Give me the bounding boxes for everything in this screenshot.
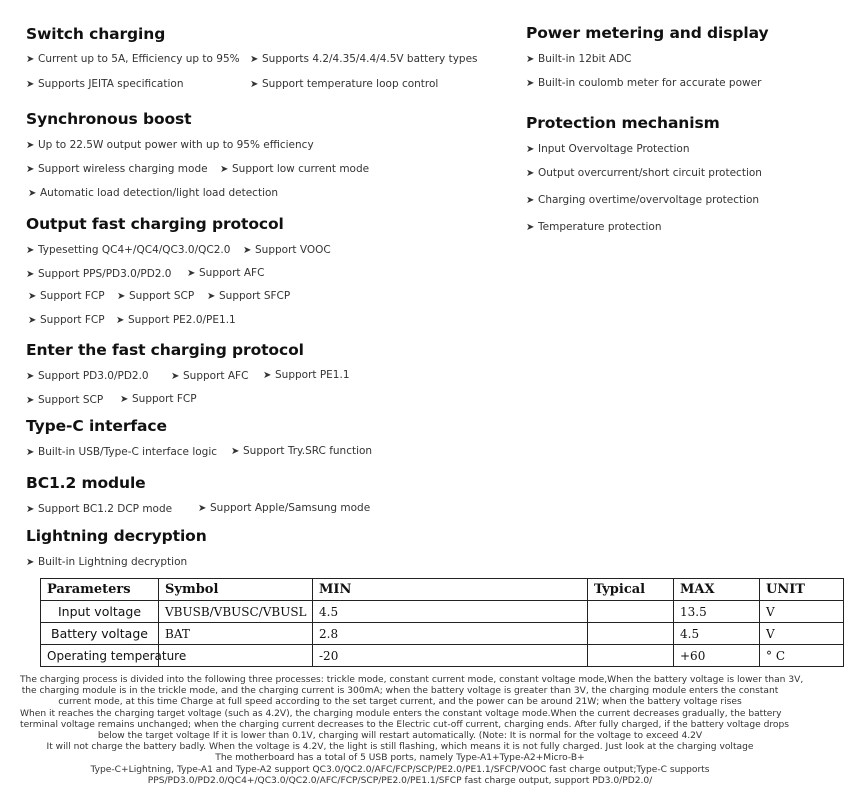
feature-item (26, 163, 208, 175)
feature-item (26, 53, 240, 65)
feature-item (250, 53, 478, 65)
table-cell: Battery voltage (41, 623, 159, 645)
feature-item-text: Support SCP (38, 394, 104, 406)
feature-item (26, 78, 183, 90)
section-title-protection-mechanism: Protection mechanism (526, 114, 720, 132)
feature-item (526, 221, 662, 233)
feature-item-text: Input Overvoltage Protection (538, 143, 690, 155)
table-cell: V (760, 623, 844, 645)
description-line: Type-C+Lightning, Type-A1 and Type-A2 support QC3.0/QC2.0/AFC/FCP/SCP/PE2.0/PE1.1/SFCP/VOOC fast charge output;Type-C supports (90, 764, 710, 775)
arrow-bullet-icon: ➤ (198, 503, 207, 514)
table-header-cell: Typical (588, 579, 674, 601)
description-line: When it reaches the charging target voltage (such as 4.2V), the charging module enters the constant voltage mode.When the current decreases gradually, the battery (20, 708, 782, 719)
arrow-bullet-icon: ➤ (243, 245, 252, 256)
parameters-table (40, 578, 844, 667)
arrow-bullet-icon: ➤ (120, 394, 129, 405)
arrow-bullet-icon: ➤ (26, 447, 35, 458)
feature-item-text: Support SCP (129, 290, 195, 302)
feature-item (26, 503, 172, 515)
feature-item (26, 139, 314, 151)
arrow-bullet-icon: ➤ (526, 168, 535, 179)
feature-item-text: Support FCP (132, 393, 197, 405)
arrow-bullet-icon: ➤ (26, 269, 35, 280)
arrow-bullet-icon: ➤ (26, 504, 35, 515)
arrow-bullet-icon: ➤ (116, 315, 125, 326)
description-line: the charging module is in the trickle mode, and the charging current is 300mA; when the battery voltage is greater than 3V, the charging module enters the constant (21, 686, 779, 697)
description-line: The motherboard has a total of 5 USB ports, namely Type-A1+Type-A2+Micro-B+ (215, 753, 585, 764)
feature-item (171, 370, 248, 382)
feature-item (26, 394, 103, 406)
feature-item (26, 370, 149, 382)
table-cell: VBUSB/VBUSC/VBUSL (159, 601, 313, 623)
table-cell: ° C (760, 645, 844, 667)
table-header-cell: MAX (674, 579, 760, 601)
feature-item-text: Built-in 12bit ADC (538, 53, 632, 65)
feature-item-text: Support PPS/PD3.0/PD2.0 (38, 268, 172, 280)
feature-item-text: Automatic load detection/light load detection (40, 187, 279, 199)
arrow-bullet-icon: ➤ (28, 188, 37, 199)
section-title-enter-fast-charging: Enter the fast charging protocol (26, 341, 304, 359)
section-title-type-c-interface: Type-C interface (26, 417, 167, 435)
table-header-cell: Parameters (41, 579, 159, 601)
feature-item-text: Support low current mode (232, 163, 370, 175)
table-cell: V (760, 601, 844, 623)
table-cell: 2.8 (313, 623, 588, 645)
table-row (41, 645, 844, 667)
section-title-power-metering: Power metering and display (526, 24, 769, 42)
feature-item (26, 446, 217, 458)
table-header-cell: Symbol (159, 579, 313, 601)
arrow-bullet-icon: ➤ (26, 245, 35, 256)
feature-item (220, 163, 369, 175)
table-cell (588, 601, 674, 623)
arrow-bullet-icon: ➤ (526, 195, 535, 206)
arrow-bullet-icon: ➤ (220, 164, 229, 175)
feature-item-text: Support SFCP (219, 290, 291, 302)
arrow-bullet-icon: ➤ (171, 371, 180, 382)
table-row (41, 623, 844, 645)
feature-item (116, 314, 236, 326)
arrow-bullet-icon: ➤ (26, 371, 35, 382)
feature-item-text: Support AFC (199, 267, 265, 279)
feature-item-text: Output overcurrent/short circuit protection (538, 167, 762, 179)
feature-item-text: Support BC1.2 DCP mode (38, 503, 173, 515)
arrow-bullet-icon: ➤ (526, 222, 535, 233)
feature-item (187, 267, 264, 279)
arrow-bullet-icon: ➤ (26, 395, 35, 406)
table-cell: 4.5 (313, 601, 588, 623)
feature-item (26, 268, 171, 280)
arrow-bullet-icon: ➤ (526, 54, 535, 65)
arrow-bullet-icon: ➤ (526, 78, 535, 89)
feature-item (28, 314, 105, 326)
table-header-row (41, 579, 844, 601)
description-line: PPS/PD3.0/PD2.0/QC4+/QC3.0/QC2.0/AFC/FCP/SCP/PE2.0/PE1.1/SFCP fast charge output, support PD3.0/PD2.0/ (147, 775, 653, 786)
arrow-bullet-icon: ➤ (187, 268, 196, 279)
table-cell (588, 645, 674, 667)
feature-item (526, 167, 762, 179)
table-header-cell: UNIT (760, 579, 844, 601)
arrow-bullet-icon: ➤ (117, 291, 126, 302)
arrow-bullet-icon: ➤ (28, 291, 37, 302)
arrow-bullet-icon: ➤ (207, 291, 216, 302)
table-row (41, 601, 844, 623)
arrow-bullet-icon: ➤ (250, 79, 259, 90)
feature-item (526, 194, 759, 206)
arrow-bullet-icon: ➤ (526, 144, 535, 155)
feature-item (526, 53, 632, 65)
description-line: below the target voltage If it is lower than 0.1V, charging will restart automatically. (Note: It is normal for the voltage to exceed 4.2V (97, 731, 703, 742)
section-title-switch-charging: Switch charging (26, 25, 166, 43)
section-title-bc12-module: BC1.2 module (26, 474, 146, 492)
feature-item (26, 244, 230, 256)
table-header-cell: MIN (313, 579, 588, 601)
feature-item (120, 393, 197, 405)
arrow-bullet-icon: ➤ (263, 370, 272, 381)
table-cell: +60 (674, 645, 760, 667)
arrow-bullet-icon: ➤ (250, 54, 259, 65)
feature-item (231, 445, 372, 457)
feature-item-text: Support VOOC (255, 244, 331, 256)
feature-item-text: Support PE2.0/PE1.1 (128, 314, 236, 326)
table-cell: -20 (313, 645, 588, 667)
table-cell: Operating temperature (41, 645, 159, 667)
table-cell: BAT (159, 623, 313, 645)
feature-item-text: Built-in USB/Type-C interface logic (38, 446, 218, 458)
feature-item (526, 77, 761, 89)
feature-item (263, 369, 350, 381)
feature-item-text: Built-in Lightning decryption (38, 556, 188, 568)
feature-item (207, 290, 290, 302)
section-title-synchronous-boost: Synchronous boost (26, 110, 192, 128)
description-line: terminal voltage remains unchanged; when the charging current decreases to the Electric cut-off current, charging ends. After fully charged, if the battery voltage drops (20, 719, 790, 730)
arrow-bullet-icon: ➤ (231, 446, 240, 457)
feature-item (250, 78, 438, 90)
table-cell: Input voltage (41, 601, 159, 623)
section-title-output-fast-charging: Output fast charging protocol (26, 215, 284, 233)
arrow-bullet-icon: ➤ (26, 164, 35, 175)
feature-item-text: Supports 4.2/4.35/4.4/4.5V battery types (262, 53, 478, 65)
feature-item-text: Built-in coulomb meter for accurate power (538, 77, 762, 89)
arrow-bullet-icon: ➤ (26, 557, 35, 568)
feature-item (243, 244, 331, 256)
feature-item (117, 290, 194, 302)
arrow-bullet-icon: ➤ (26, 140, 35, 151)
feature-item-text: Up to 22.5W output power with up to 95% efficiency (38, 139, 314, 151)
feature-item (28, 187, 278, 199)
section-title-lightning-decryption: Lightning decryption (26, 527, 207, 545)
feature-item-text: Support PD3.0/PD2.0 (38, 370, 149, 382)
feature-item (28, 290, 105, 302)
feature-item-text: Support wireless charging mode (38, 163, 208, 175)
feature-item-text: Support FCP (40, 314, 105, 326)
feature-item (26, 556, 187, 568)
description-line: It will not charge the battery badly. When the voltage is 4.2V, the light is still flashing, which means it is not fully charged. Just look at the charging voltage (46, 742, 754, 753)
feature-item-text: Support FCP (40, 290, 105, 302)
arrow-bullet-icon: ➤ (26, 79, 35, 90)
feature-item-text: Support Try.SRC function (243, 445, 373, 457)
feature-item-text: Charging overtime/overvoltage protection (538, 194, 760, 206)
arrow-bullet-icon: ➤ (26, 54, 35, 65)
feature-item (198, 502, 370, 514)
feature-item-text: Temperature protection (538, 221, 662, 233)
arrow-bullet-icon: ➤ (28, 315, 37, 326)
table-cell: 4.5 (674, 623, 760, 645)
table-cell: 13.5 (674, 601, 760, 623)
charging-description (20, 675, 804, 787)
description-line: current mode, at this time Charge at full speed according to the set target current, and the power can be around 21W; when the battery voltage rises (58, 697, 742, 708)
feature-item-text: Support temperature loop control (262, 78, 439, 90)
feature-item-text: Supports JEITA specification (38, 78, 184, 90)
feature-item-text: Support AFC (183, 370, 249, 382)
table-cell (588, 623, 674, 645)
description-line: The charging process is divided into the following three processes: trickle mode, constant current mode, constant voltage mode,When the battery voltage is lower than 3V, (20, 675, 804, 685)
feature-item-text: Support Apple/Samsung mode (210, 502, 371, 514)
feature-item-text: Support PE1.1 (275, 369, 350, 381)
feature-item-text: Typesetting QC4+/QC4/QC3.0/QC2.0 (38, 244, 231, 256)
feature-item (526, 143, 689, 155)
feature-item-text: Current up to 5A, Efficiency up to 95% (38, 53, 240, 65)
